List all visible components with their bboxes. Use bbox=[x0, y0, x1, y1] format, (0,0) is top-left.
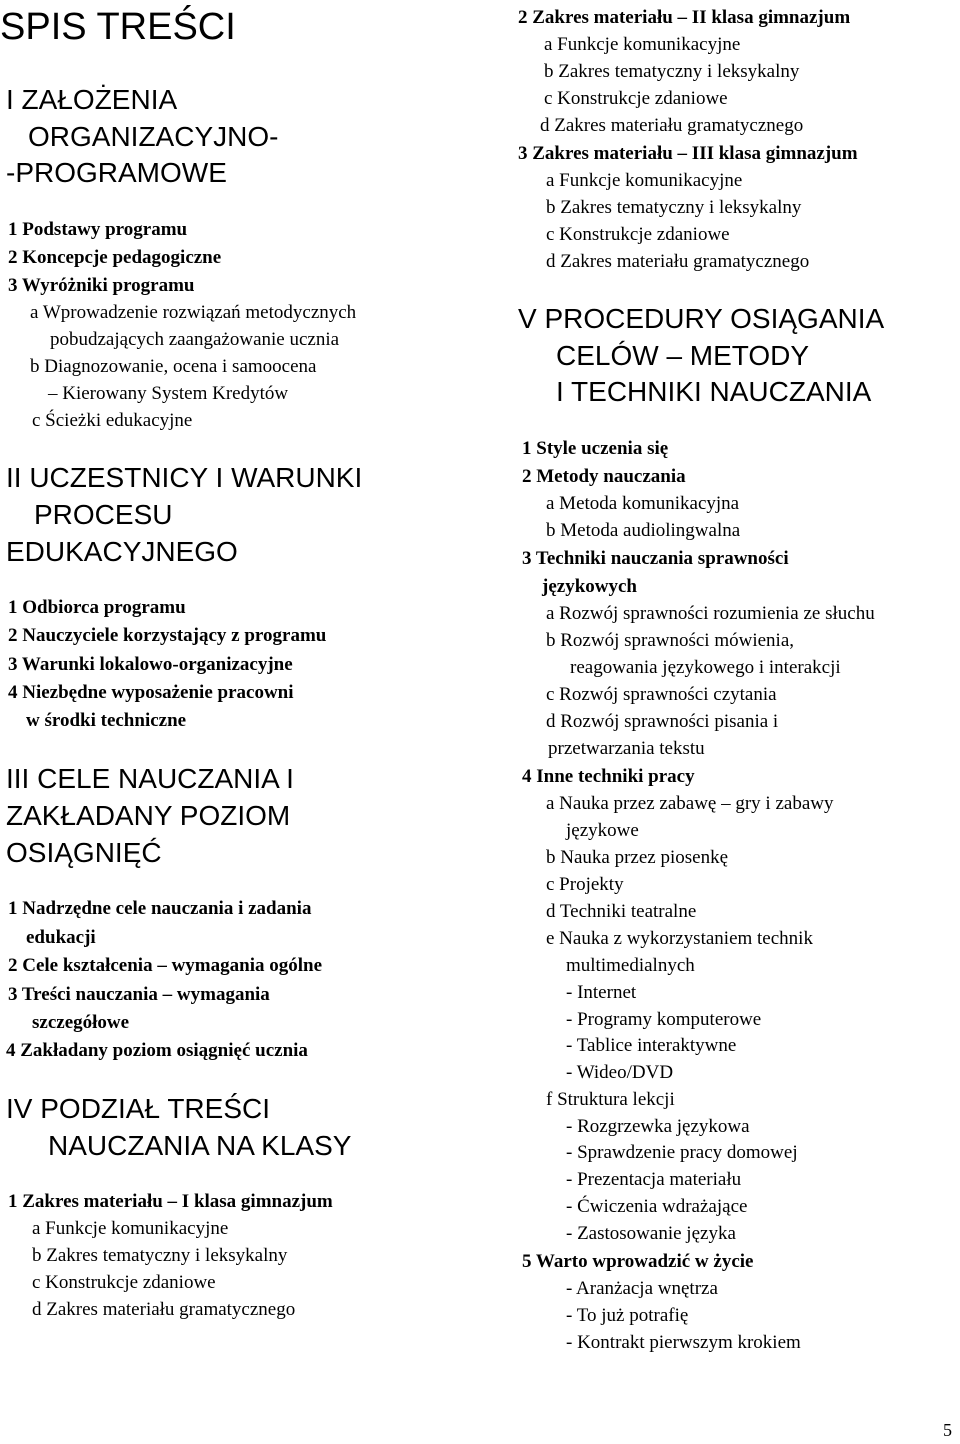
toc-subitem: c Konstrukcje zdaniowe bbox=[32, 1272, 216, 1293]
section-heading: IV PODZIAŁ TREŚCI bbox=[6, 1093, 270, 1124]
toc-subitem: c Rozwój sprawności czytania bbox=[546, 684, 777, 705]
section-heading: OSIĄGNIĘĆ bbox=[6, 837, 162, 868]
section-heading: NAUCZANIA NA KLASY bbox=[48, 1130, 352, 1161]
section-heading: III CELE NAUCZANIA I bbox=[6, 763, 294, 794]
toc-subitem: - To już potrafię bbox=[566, 1305, 689, 1326]
toc-subitem: c Konstrukcje zdaniowe bbox=[546, 224, 730, 245]
toc-subitem: b Zakres tematyczny i leksykalny bbox=[544, 61, 800, 82]
toc-item: edukacji bbox=[26, 927, 96, 948]
page-number: 5 bbox=[943, 1420, 952, 1440]
toc-item: 3 Techniki nauczania sprawności bbox=[522, 548, 789, 569]
toc-subitem: - Tablice interaktywne bbox=[566, 1035, 737, 1056]
toc-item: językowych bbox=[542, 576, 637, 597]
toc-subitem: b Zakres tematyczny i leksykalny bbox=[546, 197, 802, 218]
toc-subitem: d Zakres materiału gramatycznego bbox=[32, 1299, 296, 1320]
toc-subitem: c Ścieżki edukacyjne bbox=[32, 410, 193, 431]
toc-subitem: c Projekty bbox=[546, 874, 624, 895]
toc-subitem: f Struktura lekcji bbox=[546, 1089, 675, 1110]
section-heading: ZAKŁADANY POZIOM bbox=[6, 800, 291, 831]
toc-subitem: - Programy komputerowe bbox=[566, 1009, 762, 1030]
toc-subitem: a Nauka przez zabawę – gry i zabawy bbox=[546, 793, 834, 814]
toc-subitem: c Konstrukcje zdaniowe bbox=[544, 88, 728, 109]
section-heading: V PROCEDURY OSIĄGANIA bbox=[518, 303, 885, 334]
toc-subitem: a Wprowadzenie rozwiązań metodycznych bbox=[30, 302, 357, 323]
toc-subitem: - Wideo/DVD bbox=[566, 1062, 674, 1083]
toc-subitem: b Rozwój sprawności mówienia, bbox=[546, 630, 795, 651]
toc-subitem: a Funkcje komunikacyjne bbox=[544, 34, 741, 55]
toc-subitem: b Nauka przez piosenkę bbox=[546, 847, 729, 868]
toc-item: 2 Zakres materiału – II klasa gimnazjum bbox=[518, 7, 851, 28]
toc-subitem: - Zastosowanie języka bbox=[566, 1223, 736, 1244]
toc-subitem: reagowania językowego i interakcji bbox=[570, 657, 841, 678]
toc-subitem: b Diagnozowanie, ocena i samoocena bbox=[30, 356, 317, 377]
section-heading: -PROGRAMOWE bbox=[6, 157, 227, 188]
toc-item: 5 Warto wprowadzić w życie bbox=[522, 1251, 754, 1272]
toc-item: 1 Zakres materiału – I klasa gimnazjum bbox=[8, 1191, 333, 1212]
toc-item: 2 Koncepcje pedagogiczne bbox=[8, 247, 222, 268]
toc-item: 2 Metody nauczania bbox=[522, 466, 686, 487]
toc-subitem: językowe bbox=[566, 820, 639, 841]
section-heading: PROCESU bbox=[34, 499, 173, 530]
toc-subitem: a Rozwój sprawności rozumienia ze słuchu bbox=[546, 603, 875, 624]
toc-item: 4 Zakładany poziom osiągnięć ucznia bbox=[6, 1040, 308, 1061]
toc-subitem: b Metoda audiolingwalna bbox=[546, 520, 741, 541]
toc-item: w środki techniczne bbox=[26, 710, 187, 731]
toc-subitem: a Funkcje komunikacyjne bbox=[546, 170, 743, 191]
toc-subitem: d Zakres materiału gramatycznego bbox=[546, 251, 810, 272]
section-heading: CELÓW – METODY bbox=[556, 340, 810, 371]
toc-item: 1 Podstawy programu bbox=[8, 219, 188, 240]
toc-subitem: - Kontrakt pierwszym krokiem bbox=[566, 1332, 801, 1353]
toc-subitem: – Kierowany System Kredytów bbox=[48, 383, 289, 404]
page-title: SPIS TREŚCI bbox=[0, 6, 236, 48]
toc-item: 2 Nauczyciele korzystający z programu bbox=[8, 625, 327, 646]
toc-subitem: e Nauka z wykorzystaniem technik bbox=[546, 928, 813, 949]
section-heading: EDUKACYJNEGO bbox=[6, 536, 238, 567]
section-heading: ORGANIZACYJNO- bbox=[28, 121, 279, 152]
toc-subitem: a Funkcje komunikacyjne bbox=[32, 1218, 229, 1239]
toc-item: 3 Zakres materiału – III klasa gimnazjum bbox=[518, 143, 858, 164]
toc-item: 3 Wyróżniki programu bbox=[8, 275, 195, 296]
section-heading: I TECHNIKI NAUCZANIA bbox=[556, 376, 872, 407]
toc-subitem: przetwarzania tekstu bbox=[548, 738, 705, 759]
toc-item: 4 Niezbędne wyposażenie pracowni bbox=[8, 682, 294, 703]
toc-subitem: d Techniki teatralne bbox=[546, 901, 697, 922]
toc-subitem: - Aranżacja wnętrza bbox=[566, 1278, 718, 1299]
toc-subitem: - Prezentacja materiału bbox=[566, 1169, 742, 1190]
toc-item: szczegółowe bbox=[32, 1012, 130, 1033]
toc-item: 4 Inne techniki pracy bbox=[522, 766, 695, 787]
toc-subitem: b Zakres tematyczny i leksykalny bbox=[32, 1245, 288, 1266]
toc-item: 1 Odbiorca programu bbox=[8, 597, 186, 618]
toc-subitem: - Rozgrzewka językowa bbox=[566, 1116, 750, 1137]
toc-subitem: d Rozwój sprawności pisania i bbox=[546, 711, 779, 732]
toc-subitem: a Metoda komunikacyjna bbox=[546, 493, 740, 514]
toc-item: 1 Style uczenia się bbox=[522, 438, 669, 459]
toc-item: 3 Treści nauczania – wymagania bbox=[8, 984, 270, 1005]
section-heading: I ZAŁOŻENIA bbox=[6, 84, 178, 115]
toc-subitem: - Ćwiczenia wdrażające bbox=[566, 1196, 748, 1217]
toc-subitem: - Internet bbox=[566, 982, 637, 1003]
toc-item: 1 Nadrzędne cele nauczania i zadania bbox=[8, 898, 312, 919]
toc-item: 2 Cele kształcenia – wymagania ogólne bbox=[8, 955, 323, 976]
toc-subitem: - Sprawdzenie pracy domowej bbox=[566, 1142, 798, 1163]
toc-subitem: pobudzających zaangażowanie ucznia bbox=[50, 329, 340, 350]
toc-subitem: multimedialnych bbox=[566, 955, 695, 976]
toc-item: 3 Warunki lokalowo-organizacyjne bbox=[8, 654, 293, 675]
toc-subitem: d Zakres materiału gramatycznego bbox=[540, 115, 804, 136]
section-heading: II UCZESTNICY I WARUNKI bbox=[6, 462, 363, 493]
